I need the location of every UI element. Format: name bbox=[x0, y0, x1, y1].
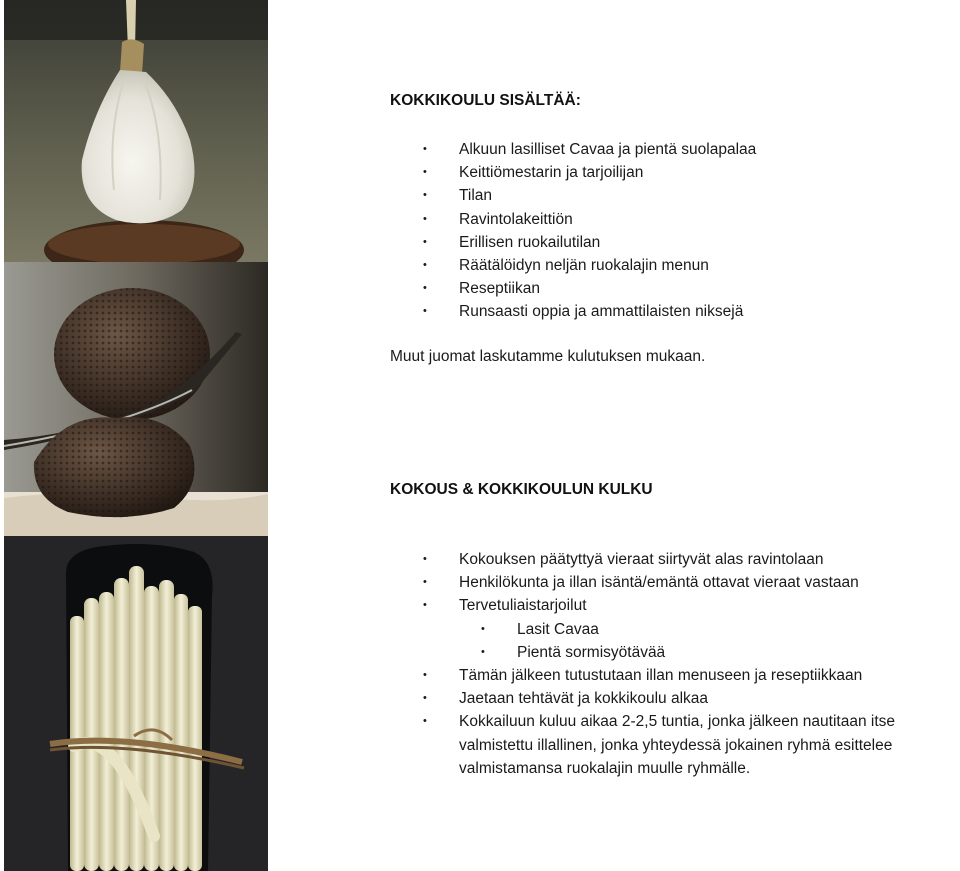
section1-list bbox=[390, 138, 756, 324]
cheese-cloth-image bbox=[4, 0, 268, 262]
asparagus-photo bbox=[4, 536, 268, 871]
truffle-image bbox=[4, 262, 268, 536]
asparagus-spears bbox=[70, 566, 202, 871]
list-item-continuation: valmistamansa ruokalajin muulle ryhmälle. bbox=[459, 759, 751, 777]
list-item: • Tämän jälkeen tutustutaan illan menuseen ja reseptiikkaan bbox=[390, 664, 895, 687]
sub-list-item: • Pientä sormisyötävää bbox=[390, 641, 895, 664]
list-item: • Tervetuliaistarjoilut bbox=[390, 594, 895, 617]
asparagus-image bbox=[4, 536, 268, 871]
section2-heading: KOKOUS & KOKKIKOULUN KULKU bbox=[390, 481, 653, 498]
list-item: • Tilan bbox=[390, 184, 756, 207]
list-item: • Runsaasti oppia ja ammattilaisten niksejä bbox=[390, 300, 756, 323]
list-item: • Räätälöidyn neljän ruokalajin menun bbox=[390, 254, 756, 277]
list-item: • Jaetaan tehtävät ja kokkikoulu alkaa bbox=[390, 687, 895, 710]
list-item: • Keittiömestarin ja tarjoilijan bbox=[390, 161, 756, 184]
list-item: • Reseptiikan bbox=[390, 277, 756, 300]
list-item: • Ravintolakeittiön bbox=[390, 208, 756, 231]
sub-list-item: • Lasit Cavaa bbox=[390, 618, 895, 641]
section1-heading: KOKKIKOULU SISÄLTÄÄ: bbox=[390, 92, 581, 109]
cheese-cloth-photo bbox=[4, 0, 268, 262]
photo-column bbox=[4, 0, 268, 871]
list-item: • Erillisen ruokailutilan bbox=[390, 231, 756, 254]
section2-list bbox=[390, 548, 895, 780]
truffle-photo bbox=[4, 262, 268, 536]
list-item-continuation: valmistettu illallinen, jonka yhteydessä jokainen ryhmä esittelee bbox=[459, 736, 893, 754]
list-item: • Kokkailuun kuluu aikaa 2-2,5 tuntia, jonka jälkeen nautitaan itse bbox=[390, 710, 895, 733]
section1-note: Muut juomat laskutamme kulutuksen mukaan. bbox=[390, 348, 706, 365]
list-item: • Kokouksen päätyttyä vieraat siirtyvät alas ravintolaan bbox=[390, 548, 895, 571]
list-item: • Alkuun lasilliset Cavaa ja pientä suolapalaa bbox=[390, 138, 756, 161]
list-item: • Henkilökunta ja illan isäntä/emäntä ottavat vieraat vastaan bbox=[390, 571, 895, 594]
